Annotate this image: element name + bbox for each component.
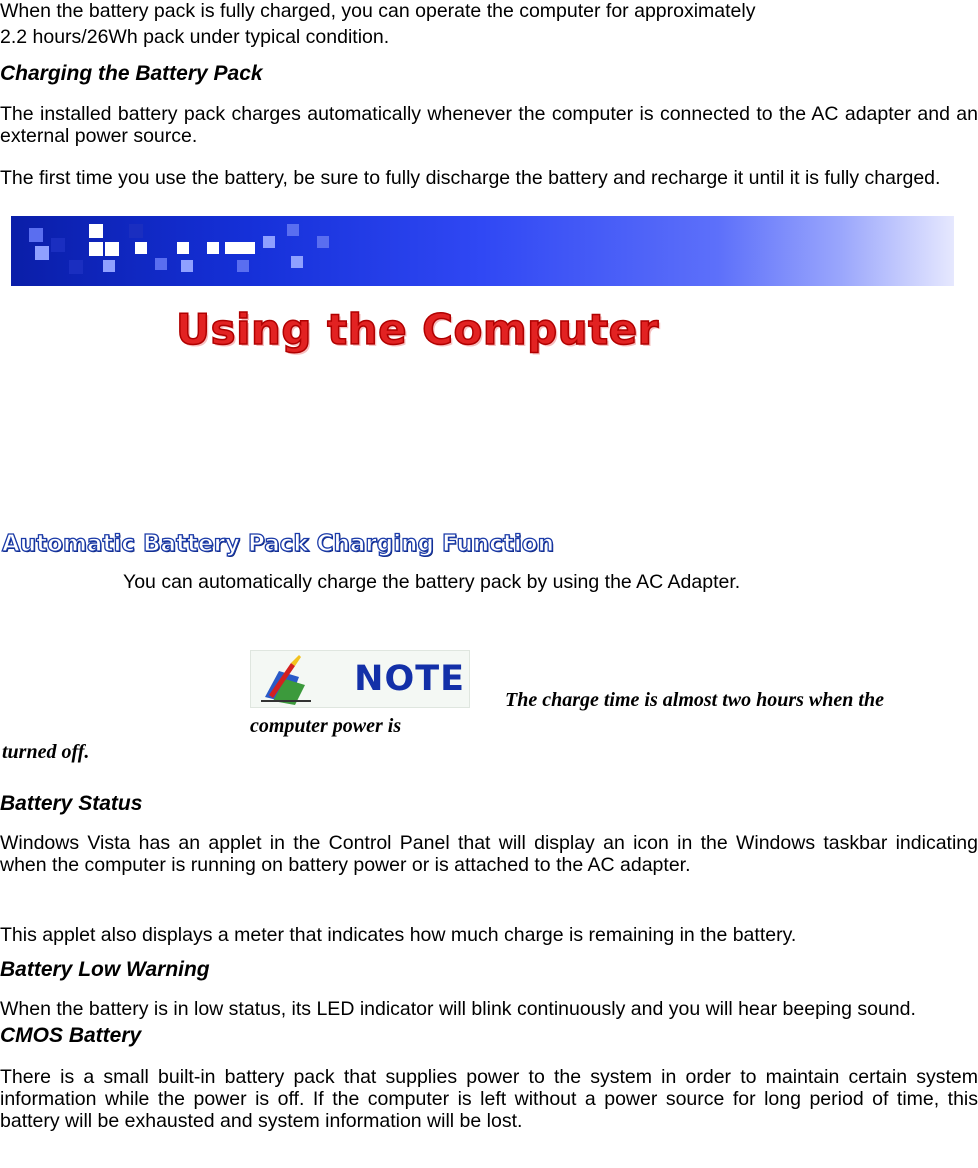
note-text-3: turned off. [2,741,90,763]
banner-pixel [29,228,43,242]
banner-pixel [263,236,275,248]
banner-pixel [225,242,255,254]
banner-pixel [207,242,219,254]
banner-pixel [129,224,143,238]
cmos-heading: CMOS Battery [0,1024,142,1047]
battery-low-heading: Battery Low Warning [0,958,210,981]
charging-heading: Charging the Battery Pack [0,62,263,85]
banner-pixel [155,258,167,270]
banner-pixel [237,260,249,272]
charging-para-2: The first time you use the battery, be sure to fully discharge the battery and recharge it until it is fully charged. [0,167,941,189]
note-label: NOTE [354,659,465,699]
banner-pixel [317,236,329,248]
banner-pixel [291,256,303,268]
intro-line-2: 2.2 hours/26Wh pack under typical condition. [0,26,390,48]
battery-status-para-2: This applet also displays a meter that indicates how much charge is remaining in the battery. [0,924,797,946]
note-text-2: computer power is [250,715,402,737]
banner-pixel [287,224,299,236]
banner-pixel [181,260,193,272]
charging-para-1: The installed battery pack charges automatically whenever the computer is connected to the AC adapter and an external power source. [0,103,978,147]
auto-charge-text: You can automatically charge the battery pack by using the AC Adapter. [123,571,741,593]
banner-pixel [135,242,147,254]
chapter-title: Using the Computer [176,305,659,354]
banner-pixel [105,242,119,256]
banner-pixel [89,242,103,256]
battery-low-para: When the battery is in low status, its LED indicator will blink continuously and you will hear beeping sound. [0,998,916,1020]
section-title: Automatic Battery Pack Charging Function [2,531,554,557]
banner-pixel [51,238,65,252]
battery-status-heading: Battery Status [0,792,143,815]
cmos-para: There is a small built-in battery pack that supplies power to the system in order to maintain certain system information while the power is off. If the computer is left without a power source for long period of time, this battery will be exhausted and system information will be lost. [0,1066,978,1132]
banner-pixel [103,260,115,272]
banner-pixel [35,246,49,260]
pencil-note-icon [255,651,319,707]
battery-status-para-1: Windows Vista has an applet in the Control Panel that will display an icon in the Windows taskbar indicating when the computer is running on battery power or is attached to the AC adapter. [0,832,978,876]
banner-pixel [177,242,189,254]
note-badge [250,650,470,708]
chapter-banner [11,216,954,286]
banner-pixel [69,260,83,274]
intro-line-1: When the battery pack is fully charged, you can operate the computer for approximately [0,0,756,22]
note-text-1: The charge time is almost two hours when the [505,689,884,711]
banner-pixel [89,224,103,238]
